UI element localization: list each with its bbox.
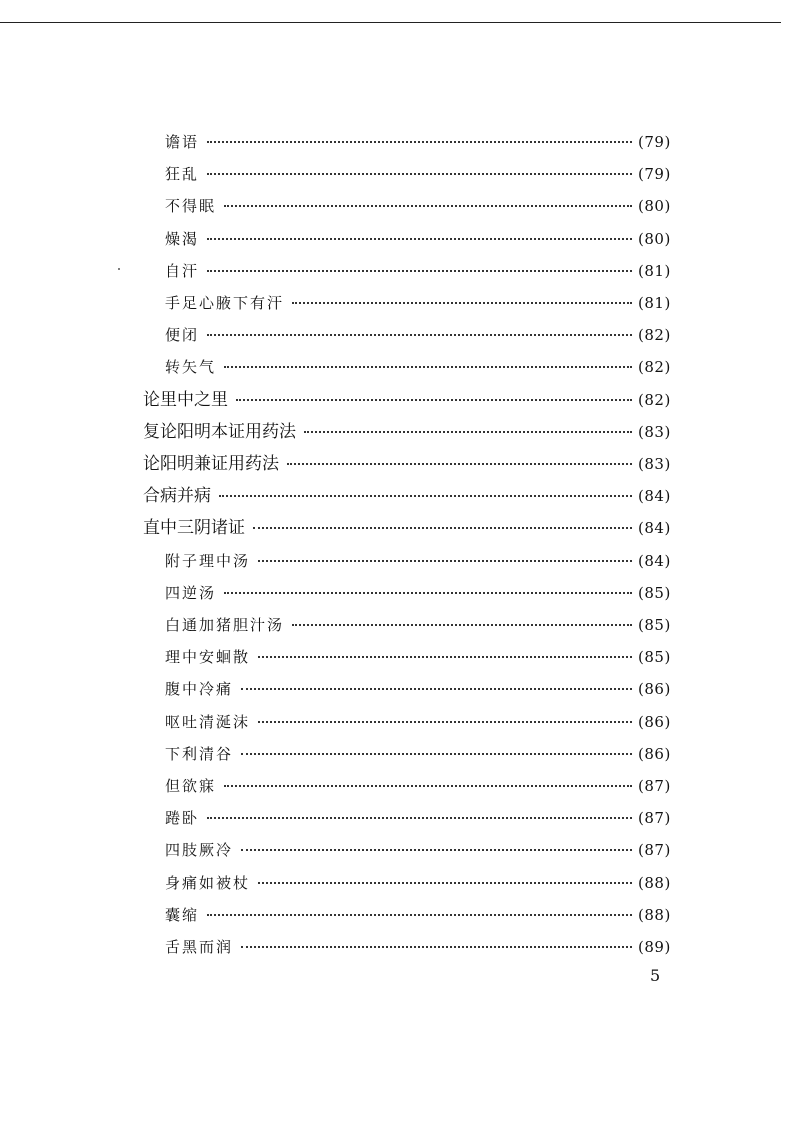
scan-speck: [118, 268, 120, 270]
toc-entry-title: 转矢气: [165, 358, 217, 377]
toc-leader-dots: [236, 399, 632, 401]
toc-leader-dots: [241, 946, 632, 948]
toc-entry-page: (87): [638, 841, 671, 860]
toc-entry-title: 燥渴: [165, 229, 200, 248]
toc-leader-dots: [241, 753, 632, 755]
toc-leader-dots: [224, 366, 632, 368]
top-rule: [0, 22, 781, 23]
toc-leader-dots: [304, 431, 632, 433]
toc-entry-page: (87): [638, 809, 671, 828]
toc-entry-title: 论阳明兼证用药法: [143, 454, 279, 474]
toc-entry: [0, 319, 793, 351]
toc-entry: [0, 802, 793, 834]
toc-entry: [0, 641, 793, 673]
toc-entry-title: 但欲寐: [165, 777, 217, 795]
toc-entry: [0, 158, 793, 190]
toc-leader-dots: [207, 173, 632, 175]
toc-entry-page: (87): [638, 777, 671, 795]
toc-entry-title: 论里中之里: [143, 389, 228, 410]
toc-entry-page: (82): [638, 358, 671, 377]
toc-entry-page: (85): [638, 583, 671, 602]
toc-entry-title: 舌黑而润: [165, 938, 234, 956]
toc-leader-dots: [292, 302, 632, 304]
toc-entry: [0, 255, 793, 287]
toc-entry-title: 不得眠: [165, 197, 217, 216]
toc-leader-dots: [258, 656, 632, 658]
toc-entry-page: (82): [638, 390, 671, 409]
toc-leader-dots: [241, 849, 632, 851]
toc-entry: [0, 190, 793, 222]
toc-entry-title: 自汗: [165, 261, 200, 280]
toc-entry: [0, 577, 793, 609]
toc-entry: [0, 223, 793, 255]
toc-leader-dots: [224, 785, 632, 787]
toc-entry: [0, 126, 793, 158]
toc-leader-dots: [207, 141, 632, 143]
toc-entry-title: 理中安蛔散: [165, 648, 251, 667]
toc-entry: [0, 706, 793, 738]
toc-entry-page: (89): [638, 938, 671, 956]
toc-entry-page: (83): [638, 455, 671, 473]
toc-leader-dots: [258, 560, 632, 562]
toc-entry-page: (86): [638, 680, 671, 699]
toc-entry-title: 囊缩: [165, 905, 200, 924]
toc-entry-page: (79): [638, 165, 671, 184]
toc-entry-title: 手足心腋下有汗: [165, 294, 285, 312]
toc-entry-title: 呕吐清涎沫: [165, 712, 251, 731]
toc-leader-dots: [207, 270, 632, 272]
toc-entry: [0, 351, 793, 383]
toc-entry-page: (85): [638, 648, 671, 667]
toc-entry-page: (80): [638, 197, 671, 216]
toc-entry: [0, 867, 793, 899]
toc-entry: [0, 738, 793, 770]
toc-leader-dots: [207, 914, 632, 916]
toc-entry-title: 腹中冷痛: [165, 680, 234, 699]
toc-entry-title: 谵语: [165, 133, 200, 151]
toc-entry-page: (81): [638, 261, 671, 280]
toc-entry-page: (84): [638, 519, 671, 538]
toc-leader-dots: [224, 205, 632, 207]
toc-entry: [0, 416, 793, 448]
toc-entry-title: 狂乱: [165, 165, 200, 184]
toc-entry: [0, 673, 793, 705]
toc-entry: [0, 770, 793, 802]
toc-entry-page: (80): [638, 229, 671, 248]
page-number: 5: [650, 966, 661, 985]
toc-entry: [0, 448, 793, 480]
toc-entry: [0, 609, 793, 641]
toc-entry-page: (88): [638, 905, 671, 924]
toc-entry-page: (82): [638, 326, 671, 345]
toc-leader-dots: [207, 334, 632, 336]
toc-entry-page: (88): [638, 873, 671, 892]
toc-entry-title: 便闭: [165, 326, 200, 345]
toc-entry: [0, 287, 793, 319]
toc-entry: [0, 899, 793, 931]
toc-entry-page: (86): [638, 712, 671, 731]
toc-entry-page: (84): [638, 551, 671, 570]
toc-entry-page: (79): [638, 133, 671, 151]
toc-entry-title: 附子理中汤: [165, 551, 251, 570]
toc-entry: [0, 834, 793, 866]
toc-entry-title: 身痛如被杖: [165, 873, 251, 892]
toc-entry-title: 复论阳明本证用药法: [143, 421, 296, 442]
toc-entry-title: 直中三阴诸证: [143, 518, 245, 539]
toc-leader-dots: [258, 721, 632, 723]
toc-entry-title: 合病并病: [143, 486, 211, 507]
toc-entry-title: 四逆汤: [165, 583, 217, 602]
toc-entry-page: (83): [638, 422, 671, 441]
toc-entry-page: (86): [638, 744, 671, 763]
toc-entry-title: 下利清谷: [165, 744, 234, 763]
toc-entry: [0, 545, 793, 577]
toc-entry: [0, 931, 793, 963]
toc-entry-page: (84): [638, 487, 671, 506]
toc-leader-dots: [224, 592, 632, 594]
toc-leader-dots: [258, 882, 632, 884]
toc-entry-page: (81): [638, 294, 671, 312]
toc-entry: [0, 480, 793, 512]
toc-entry-title: 踡卧: [165, 809, 200, 828]
toc-leader-dots: [207, 817, 632, 819]
toc-leader-dots: [241, 688, 632, 690]
toc-leader-dots: [292, 624, 632, 626]
toc-leader-dots: [207, 238, 632, 240]
toc-entry: [0, 384, 793, 416]
toc-leader-dots: [219, 495, 632, 497]
toc-leader-dots: [253, 527, 632, 529]
toc-leader-dots: [287, 463, 632, 465]
toc-entry-page: (85): [638, 616, 671, 634]
toc-entry-title: 白通加猪胆汁汤: [165, 616, 285, 634]
toc-entry-title: 四肢厥冷: [165, 841, 234, 860]
toc-entry: [0, 512, 793, 544]
